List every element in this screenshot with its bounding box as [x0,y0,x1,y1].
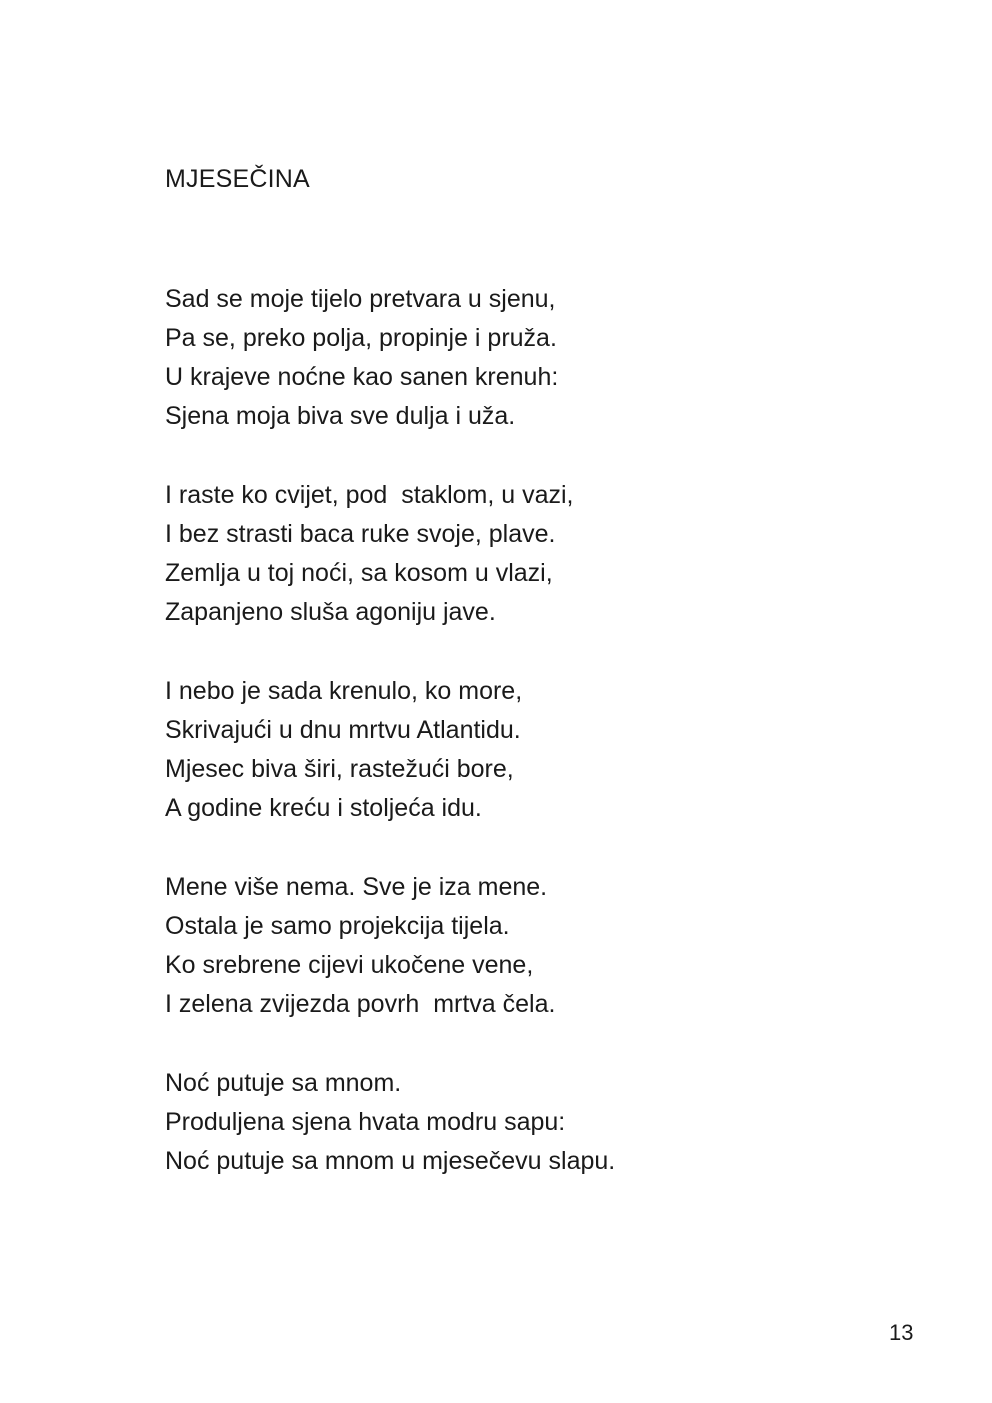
verse-line: Noć putuje sa mnom u mjesečevu slapu. [165,1147,616,1175]
verse-line: I bez strasti baca ruke svoje, plave. [165,520,556,548]
stanza-1 [165,280,885,436]
verse-line: Pa se, preko polja, propinje i pruža. [165,324,557,352]
poem-title: MJESEČINA [165,165,310,193]
verse-line: Ostala je samo projekcija tijela. [165,912,510,940]
stanza-4 [165,868,885,1024]
poem-body [165,280,885,1181]
verse-line: Zemlja u toj noći, sa kosom u vlazi, [165,559,553,587]
verse-line: Sjena moja biva sve dulja i uža. [165,402,516,430]
verse-line: Ko srebrene cijevi ukočene vene, [165,951,534,979]
stanza-2 [165,476,885,632]
stanza-3 [165,672,885,828]
stanza-5 [165,1064,885,1181]
verse-line: I zelena zvijezda povrh mrtva čela. [165,990,556,1018]
verse-line: Zapanjeno sluša agoniju jave. [165,598,496,626]
verse-line: Sad se moje tijelo pretvara u sjenu, [165,285,556,313]
verse-line: Mjesec biva širi, rastežući bore, [165,755,514,783]
verse-line: Mene više nema. Sve je iza mene. [165,873,548,901]
verse-line: Skrivajući u dnu mrtvu Atlantidu. [165,716,521,744]
verse-line: A godine kreću i stoljeća idu. [165,794,482,822]
verse-line: I nebo je sada krenulo, ko more, [165,677,523,705]
verse-line: I raste ko cvijet, pod staklom, u vazi, [165,481,574,509]
verse-line: Noć putuje sa mnom. [165,1069,402,1097]
page-number: 13 [889,1320,914,1345]
verse-line: Produljena sjena hvata modru sapu: [165,1108,566,1136]
verse-line: U krajeve noćne kao sanen krenuh: [165,363,559,391]
